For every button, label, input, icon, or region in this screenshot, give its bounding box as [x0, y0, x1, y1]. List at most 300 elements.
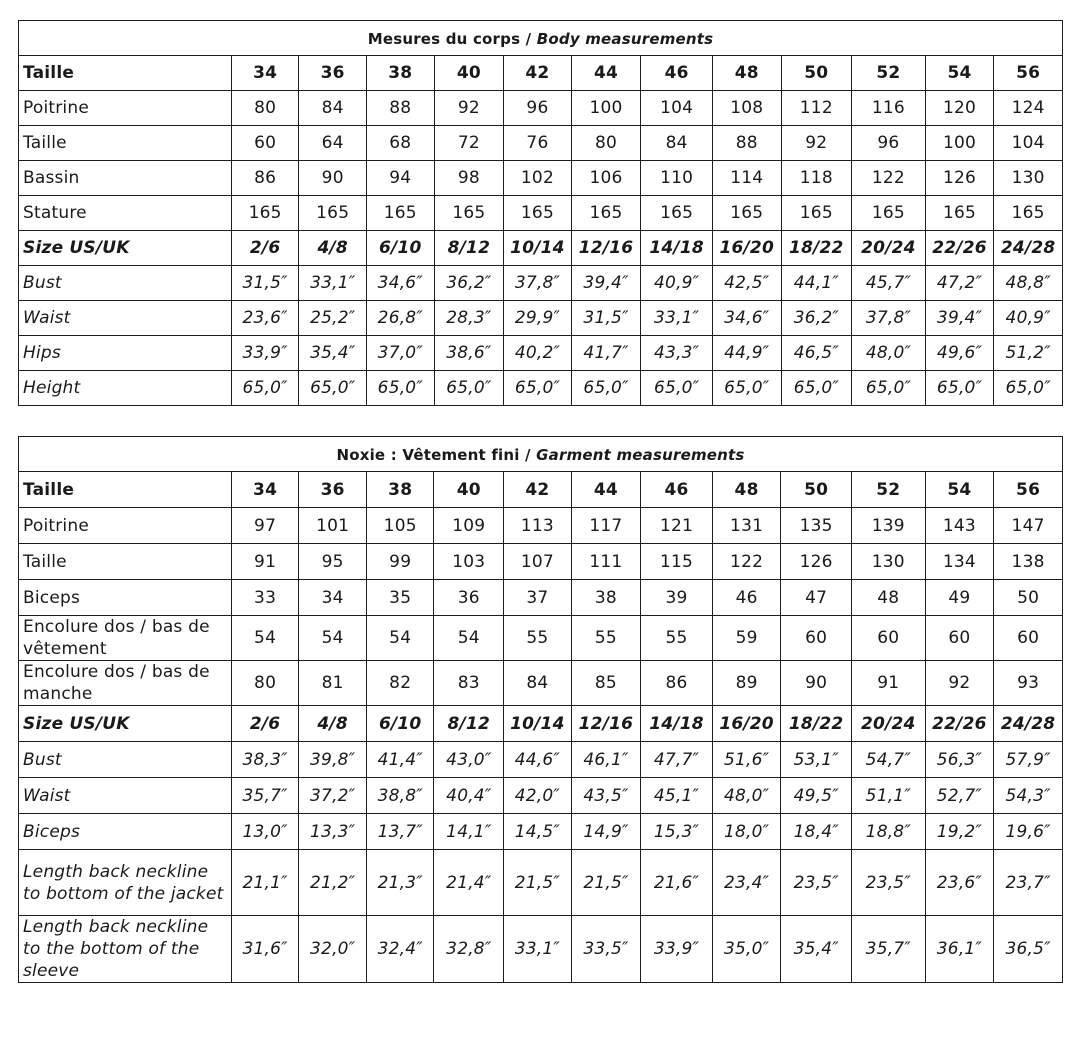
table-cell: 65,0″ [571, 371, 641, 406]
table-cell: 40 [434, 472, 504, 508]
table-cell: 165 [712, 196, 781, 231]
table-cell: 33,1″ [299, 266, 367, 301]
table-cell: 18/22 [781, 706, 852, 742]
table-cell: 21,6″ [641, 850, 713, 916]
table-cell: 80 [231, 91, 299, 126]
table-cell: 36,1″ [925, 916, 994, 983]
table-cell: 2/6 [231, 231, 299, 266]
table-cell: 29,9″ [504, 301, 572, 336]
body-table-title [19, 21, 1063, 56]
table-cell: 89 [712, 661, 781, 706]
table-cell: 65,0″ [504, 371, 572, 406]
table-cell: 48 [712, 56, 781, 91]
table-cell: 55 [571, 616, 641, 661]
row-label: Height [19, 371, 232, 406]
row-label: Bust [19, 266, 232, 301]
table-cell: 35,4″ [781, 916, 852, 983]
table-cell: 16/20 [712, 231, 781, 266]
table-cell: 98 [434, 161, 504, 196]
table-cell: 36,2″ [434, 266, 504, 301]
table-cell: 32,0″ [299, 916, 367, 983]
table-cell: 46 [641, 56, 713, 91]
table-cell: 85 [571, 661, 641, 706]
table-cell: 15,3″ [641, 814, 713, 850]
table-cell: 45,1″ [641, 778, 713, 814]
row-label: Encolure dos / bas de manche [19, 661, 232, 706]
table-cell: 10/14 [504, 706, 572, 742]
table-cell: 88 [712, 126, 781, 161]
table-cell: 97 [231, 508, 299, 544]
table-cell: 48,0″ [852, 336, 926, 371]
table-cell: 54 [231, 616, 299, 661]
table-cell: 13,7″ [366, 814, 434, 850]
table-cell: 108 [712, 91, 781, 126]
table-cell: 50 [994, 580, 1063, 616]
table-cell: 43,3″ [641, 336, 713, 371]
table-row [19, 126, 1063, 161]
table-cell: 32,8″ [434, 916, 504, 983]
table-cell: 165 [641, 196, 713, 231]
table-cell: 91 [851, 661, 925, 706]
table-cell: 38 [366, 56, 434, 91]
table-cell: 14,9″ [571, 814, 641, 850]
table-cell: 138 [994, 544, 1063, 580]
table-cell: 33,5″ [571, 916, 641, 983]
table-cell: 37,8″ [852, 301, 926, 336]
table-cell: 49,6″ [925, 336, 994, 371]
table-cell: 28,3″ [434, 301, 504, 336]
table-cell: 18/22 [781, 231, 852, 266]
table-cell: 23,7″ [994, 850, 1063, 916]
table-cell: 118 [781, 161, 852, 196]
table-cell: 68 [366, 126, 434, 161]
table-cell: 104 [641, 91, 713, 126]
table-cell: 54 [434, 616, 504, 661]
table-cell: 20/24 [851, 706, 925, 742]
table-cell: 80 [571, 126, 641, 161]
table-cell: 39,4″ [571, 266, 641, 301]
table-cell: 21,5″ [504, 850, 572, 916]
table-cell: 100 [925, 126, 994, 161]
table-cell: 34 [231, 472, 299, 508]
row-label: Stature [19, 196, 232, 231]
table-row [19, 850, 1063, 916]
table-cell: 49 [925, 580, 994, 616]
table-cell: 14,5″ [504, 814, 572, 850]
table-cell: 40,4″ [434, 778, 504, 814]
table-cell: 165 [231, 196, 299, 231]
table-cell: 165 [299, 196, 367, 231]
body-title-en: Body measurements [536, 30, 714, 48]
table-cell: 34,6″ [712, 301, 781, 336]
table-cell: 92 [781, 126, 852, 161]
table-cell: 38 [366, 472, 434, 508]
table-cell: 33,1″ [641, 301, 713, 336]
table-cell: 22/26 [925, 706, 994, 742]
row-label: Biceps [19, 580, 232, 616]
table-cell: 122 [712, 544, 781, 580]
table-cell: 25,2″ [299, 301, 367, 336]
table-cell: 33,1″ [504, 916, 572, 983]
table-row [19, 916, 1063, 983]
table-cell: 104 [994, 126, 1063, 161]
table-row [19, 266, 1063, 301]
table-cell: 46,5″ [781, 336, 852, 371]
table-cell: 41,7″ [571, 336, 641, 371]
table-cell: 60 [994, 616, 1063, 661]
row-label: Length back neckline to bottom of the jacket [19, 850, 232, 916]
table-row [19, 778, 1063, 814]
table-cell: 165 [781, 196, 852, 231]
table-cell: 165 [571, 196, 641, 231]
table-cell: 38,3″ [231, 742, 299, 778]
table-cell: 65,0″ [994, 371, 1063, 406]
table-cell: 31,5″ [571, 301, 641, 336]
table-cell: 51,1″ [851, 778, 925, 814]
table-cell: 105 [366, 508, 434, 544]
table-cell: 84 [299, 91, 367, 126]
table-cell: 35,7″ [231, 778, 299, 814]
table-cell: 124 [994, 91, 1063, 126]
table-cell: 13,0″ [231, 814, 299, 850]
table-cell: 115 [641, 544, 713, 580]
table-cell: 54 [925, 472, 994, 508]
table-cell: 60 [231, 126, 299, 161]
table-cell: 92 [925, 661, 994, 706]
table-cell: 37 [504, 580, 572, 616]
table-cell: 64 [299, 126, 367, 161]
row-label: Taille [19, 544, 232, 580]
table-cell: 86 [231, 161, 299, 196]
row-label: Hips [19, 336, 232, 371]
row-label: Poitrine [19, 91, 232, 126]
table-cell: 51,6″ [712, 742, 781, 778]
body-title-fr: Mesures du corps / [367, 30, 537, 48]
table-cell: 54,7″ [851, 742, 925, 778]
table-cell: 54,3″ [994, 778, 1063, 814]
table-cell: 56 [994, 472, 1063, 508]
table-cell: 54 [925, 56, 994, 91]
table-cell: 39 [641, 580, 713, 616]
row-label: Taille [19, 56, 232, 91]
table-cell: 65,0″ [925, 371, 994, 406]
table-cell: 21,2″ [299, 850, 367, 916]
table-cell: 46 [712, 580, 781, 616]
row-label: Size US/UK [19, 706, 232, 742]
table-cell: 90 [299, 161, 367, 196]
table-cell: 14/18 [641, 231, 713, 266]
table-cell: 45,7″ [852, 266, 926, 301]
table-cell: 2/6 [231, 706, 299, 742]
table-cell: 109 [434, 508, 504, 544]
row-label: Taille [19, 472, 232, 508]
garment-measurements-table [18, 436, 1063, 983]
table-cell: 34,6″ [366, 266, 434, 301]
table-cell: 21,1″ [231, 850, 299, 916]
table-cell: 90 [781, 661, 852, 706]
garment-title-fr: Noxie : Vêtement fini / [336, 446, 537, 464]
table-cell: 40,2″ [504, 336, 572, 371]
row-label: Bassin [19, 161, 232, 196]
table-cell: 48,8″ [994, 266, 1063, 301]
table-cell: 18,4″ [781, 814, 852, 850]
table-cell: 13,3″ [299, 814, 367, 850]
table-cell: 55 [504, 616, 572, 661]
table-cell: 52 [851, 472, 925, 508]
table-cell: 88 [366, 91, 434, 126]
table-cell: 50 [781, 56, 852, 91]
table-cell: 106 [571, 161, 641, 196]
table-cell: 84 [504, 661, 572, 706]
table-cell: 44 [571, 56, 641, 91]
table-cell: 44 [571, 472, 641, 508]
table-cell: 52 [852, 56, 926, 91]
table-cell: 20/24 [852, 231, 926, 266]
table-cell: 114 [712, 161, 781, 196]
table-cell: 44,9″ [712, 336, 781, 371]
table-cell: 53,1″ [781, 742, 852, 778]
table-cell: 31,6″ [231, 916, 299, 983]
table-cell: 165 [925, 196, 994, 231]
table-cell: 112 [781, 91, 852, 126]
table-cell: 44,1″ [781, 266, 852, 301]
body-measurements-table [18, 20, 1063, 406]
table-cell: 65,0″ [299, 371, 367, 406]
table-cell: 42 [504, 56, 572, 91]
table-cell: 101 [299, 508, 367, 544]
table-cell: 121 [641, 508, 713, 544]
table-cell: 38 [571, 580, 641, 616]
table-cell: 48,0″ [712, 778, 781, 814]
table-cell: 135 [781, 508, 852, 544]
table-cell: 19,2″ [925, 814, 994, 850]
table-cell: 23,4″ [712, 850, 781, 916]
table-cell: 36,2″ [781, 301, 852, 336]
table-cell: 36 [299, 56, 367, 91]
table-cell: 93 [994, 661, 1063, 706]
table-cell: 102 [504, 161, 572, 196]
table-row [19, 544, 1063, 580]
table-row [19, 661, 1063, 706]
row-label: Size US/UK [19, 231, 232, 266]
table-cell: 46,1″ [571, 742, 641, 778]
table-row [19, 742, 1063, 778]
table-cell: 165 [434, 196, 504, 231]
table-cell: 139 [851, 508, 925, 544]
row-label: Encolure dos / bas de vêtement [19, 616, 232, 661]
table-cell: 43,0″ [434, 742, 504, 778]
table-cell: 55 [641, 616, 713, 661]
table-cell: 82 [366, 661, 434, 706]
row-label: Bust [19, 742, 232, 778]
table-cell: 57,9″ [994, 742, 1063, 778]
table-cell: 22/26 [925, 231, 994, 266]
table-cell: 12/16 [571, 231, 641, 266]
table-cell: 86 [641, 661, 713, 706]
table-cell: 18,0″ [712, 814, 781, 850]
table-cell: 65,0″ [781, 371, 852, 406]
table-cell: 110 [641, 161, 713, 196]
table-cell: 35,4″ [299, 336, 367, 371]
row-label: Taille [19, 126, 232, 161]
table-cell: 122 [852, 161, 926, 196]
table-cell: 131 [712, 508, 781, 544]
table-cell: 60 [851, 616, 925, 661]
table-cell: 107 [504, 544, 572, 580]
table-row [19, 196, 1063, 231]
table-row [19, 472, 1063, 508]
table-cell: 39,4″ [925, 301, 994, 336]
table-cell: 14/18 [641, 706, 713, 742]
table-cell: 21,3″ [366, 850, 434, 916]
row-label: Biceps [19, 814, 232, 850]
body-table-rows [19, 56, 1063, 406]
table-cell: 100 [571, 91, 641, 126]
table-cell: 46 [641, 472, 713, 508]
table-cell: 65,0″ [231, 371, 299, 406]
table-cell: 8/12 [434, 706, 504, 742]
table-cell: 12/16 [571, 706, 641, 742]
table-cell: 8/12 [434, 231, 504, 266]
table-cell: 91 [231, 544, 299, 580]
table-row [19, 301, 1063, 336]
table-cell: 130 [851, 544, 925, 580]
table-cell: 41,4″ [366, 742, 434, 778]
table-row [19, 91, 1063, 126]
table-cell: 47,7″ [641, 742, 713, 778]
table-cell: 19,6″ [994, 814, 1063, 850]
table-cell: 36 [434, 580, 504, 616]
table-cell: 32,4″ [366, 916, 434, 983]
table-cell: 26,8″ [366, 301, 434, 336]
table-cell: 21,4″ [434, 850, 504, 916]
table-cell: 21,5″ [571, 850, 641, 916]
table-cell: 14,1″ [434, 814, 504, 850]
table-cell: 99 [366, 544, 434, 580]
table-cell: 10/14 [504, 231, 572, 266]
table-cell: 37,8″ [504, 266, 572, 301]
garment-table-rows [19, 472, 1063, 983]
table-cell: 47 [781, 580, 852, 616]
table-row [19, 508, 1063, 544]
table-cell: 40 [434, 56, 504, 91]
table-cell: 36,5″ [994, 916, 1063, 983]
table-cell: 80 [231, 661, 299, 706]
row-label: Waist [19, 301, 232, 336]
table-cell: 37,2″ [299, 778, 367, 814]
table-cell: 38,6″ [434, 336, 504, 371]
table-row [19, 814, 1063, 850]
table-cell: 65,0″ [641, 371, 713, 406]
table-row [19, 56, 1063, 91]
table-cell: 60 [781, 616, 852, 661]
table-cell: 116 [852, 91, 926, 126]
table-cell: 42 [504, 472, 572, 508]
table-cell: 48 [851, 580, 925, 616]
table-cell: 23,6″ [231, 301, 299, 336]
table-cell: 165 [994, 196, 1063, 231]
table-cell: 60 [925, 616, 994, 661]
row-label: Waist [19, 778, 232, 814]
table-cell: 44,6″ [504, 742, 572, 778]
table-cell: 72 [434, 126, 504, 161]
table-cell: 59 [712, 616, 781, 661]
table-cell: 54 [299, 616, 367, 661]
table-cell: 113 [504, 508, 572, 544]
table-cell: 126 [925, 161, 994, 196]
table-cell: 34 [299, 580, 367, 616]
table-cell: 92 [434, 91, 504, 126]
row-label: Poitrine [19, 508, 232, 544]
table-row [19, 616, 1063, 661]
table-cell: 81 [299, 661, 367, 706]
table-cell: 34 [231, 56, 299, 91]
table-cell: 51,2″ [994, 336, 1063, 371]
table-cell: 4/8 [299, 231, 367, 266]
table-cell: 103 [434, 544, 504, 580]
table-cell: 37,0″ [366, 336, 434, 371]
table-cell: 120 [925, 91, 994, 126]
table-cell: 38,8″ [366, 778, 434, 814]
table-cell: 36 [299, 472, 367, 508]
table-cell: 23,5″ [851, 850, 925, 916]
table-cell: 65,0″ [434, 371, 504, 406]
table-cell: 165 [366, 196, 434, 231]
table-cell: 84 [641, 126, 713, 161]
table-cell: 96 [504, 91, 572, 126]
table-cell: 48 [712, 472, 781, 508]
table-cell: 35,0″ [712, 916, 781, 983]
table-cell: 35 [366, 580, 434, 616]
table-cell: 65,0″ [852, 371, 926, 406]
table-cell: 83 [434, 661, 504, 706]
table-cell: 35,7″ [851, 916, 925, 983]
table-cell: 6/10 [366, 231, 434, 266]
table-cell: 33 [231, 580, 299, 616]
table-row [19, 580, 1063, 616]
table-cell: 40,9″ [641, 266, 713, 301]
table-cell: 54 [366, 616, 434, 661]
table-cell: 76 [504, 126, 572, 161]
table-cell: 50 [781, 472, 852, 508]
table-cell: 49,5″ [781, 778, 852, 814]
table-cell: 56,3″ [925, 742, 994, 778]
table-cell: 42,0″ [504, 778, 572, 814]
table-cell: 24/28 [994, 706, 1063, 742]
table-cell: 52,7″ [925, 778, 994, 814]
table-cell: 117 [571, 508, 641, 544]
table-cell: 23,6″ [925, 850, 994, 916]
table-cell: 18,8″ [851, 814, 925, 850]
table-cell: 65,0″ [712, 371, 781, 406]
table-cell: 33,9″ [231, 336, 299, 371]
table-row [19, 336, 1063, 371]
table-cell: 165 [852, 196, 926, 231]
table-row [19, 231, 1063, 266]
garment-table-title [19, 437, 1063, 472]
table-cell: 31,5″ [231, 266, 299, 301]
table-cell: 56 [994, 56, 1063, 91]
table-row [19, 706, 1063, 742]
garment-title-en: Garment measurements [536, 446, 745, 464]
table-cell: 143 [925, 508, 994, 544]
table-cell: 47,2″ [925, 266, 994, 301]
table-cell: 40,9″ [994, 301, 1063, 336]
table-cell: 4/8 [299, 706, 367, 742]
table-cell: 23,5″ [781, 850, 852, 916]
table-cell: 165 [504, 196, 572, 231]
table-cell: 42,5″ [712, 266, 781, 301]
